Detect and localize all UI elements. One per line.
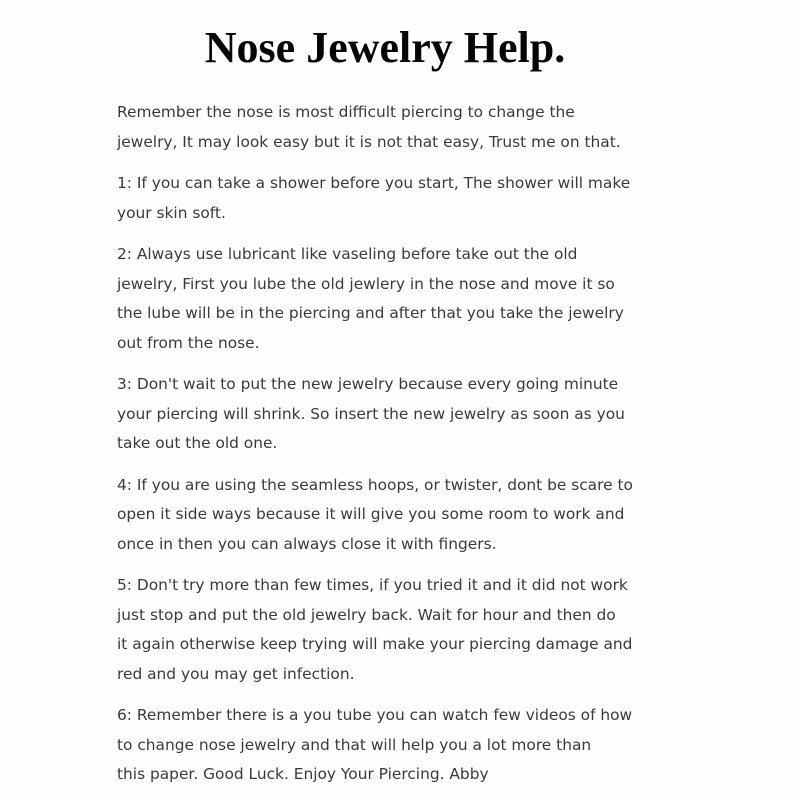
paragraph-line: just stop and put the old jewelry back. Wait for hour and then do bbox=[117, 605, 616, 624]
tip-3-paragraph bbox=[117, 370, 717, 459]
paragraph-line: jewelry, First you lube the old jewlery in the nose and move it so bbox=[117, 274, 615, 293]
paragraph-line: this paper. Good Luck. Enjoy Your Piercing. Abby bbox=[117, 765, 489, 783]
document-body bbox=[117, 98, 717, 802]
paragraph-line: red and you may get infection. bbox=[117, 664, 355, 683]
paragraph-line: Remember the nose is most difficult piercing to change the bbox=[117, 103, 575, 121]
intro-paragraph bbox=[117, 98, 717, 157]
tip-6-paragraph bbox=[117, 701, 717, 790]
tip-1-paragraph bbox=[117, 169, 717, 228]
paragraph-line: out from the nose. bbox=[117, 333, 260, 352]
paragraph-line: 2: Always use lubricant like vaseling before take out the old bbox=[117, 245, 578, 263]
paragraph-line: 5: Don't try more than few times, if you tried it and it did not work bbox=[117, 576, 628, 594]
paragraph-line: your skin soft. bbox=[117, 203, 226, 222]
paragraph-line: jewelry, It may look easy but it is not that easy, Trust me on that. bbox=[117, 132, 621, 151]
tip-4-paragraph bbox=[117, 471, 717, 560]
paragraph-line: take out the old one. bbox=[117, 434, 278, 452]
paragraph-line: the lube will be in the piercing and after that you take the jewelry bbox=[117, 304, 624, 322]
paragraph-line: 3: Don't wait to put the new jewelry because every going minute bbox=[117, 375, 619, 393]
tip-2-paragraph bbox=[117, 240, 717, 358]
paragraph-line: 4: If you are using the seamless hoops, or twister, dont be scare to bbox=[117, 475, 633, 494]
paragraph-line: your piercing will shrink. So insert the new jewelry as soon as you bbox=[117, 404, 625, 423]
paragraph-line: to change nose jewelry and that will help you a lot more than bbox=[117, 735, 592, 754]
paragraph-line: it again otherwise keep trying will make your piercing damage and bbox=[117, 635, 633, 653]
paragraph-line: 6: Remember there is a you tube you can watch few videos of how bbox=[117, 706, 633, 724]
tip-5-paragraph bbox=[117, 571, 717, 689]
paragraph-line: once in then you can always close it with fingers. bbox=[117, 534, 497, 553]
paragraph-line: 1: If you can take a shower before you start, The shower will make bbox=[117, 174, 631, 192]
page-title: Nose Jewelry Help. bbox=[204, 23, 566, 72]
paragraph-line: open it side ways because it will give you some room to work and bbox=[117, 505, 625, 523]
